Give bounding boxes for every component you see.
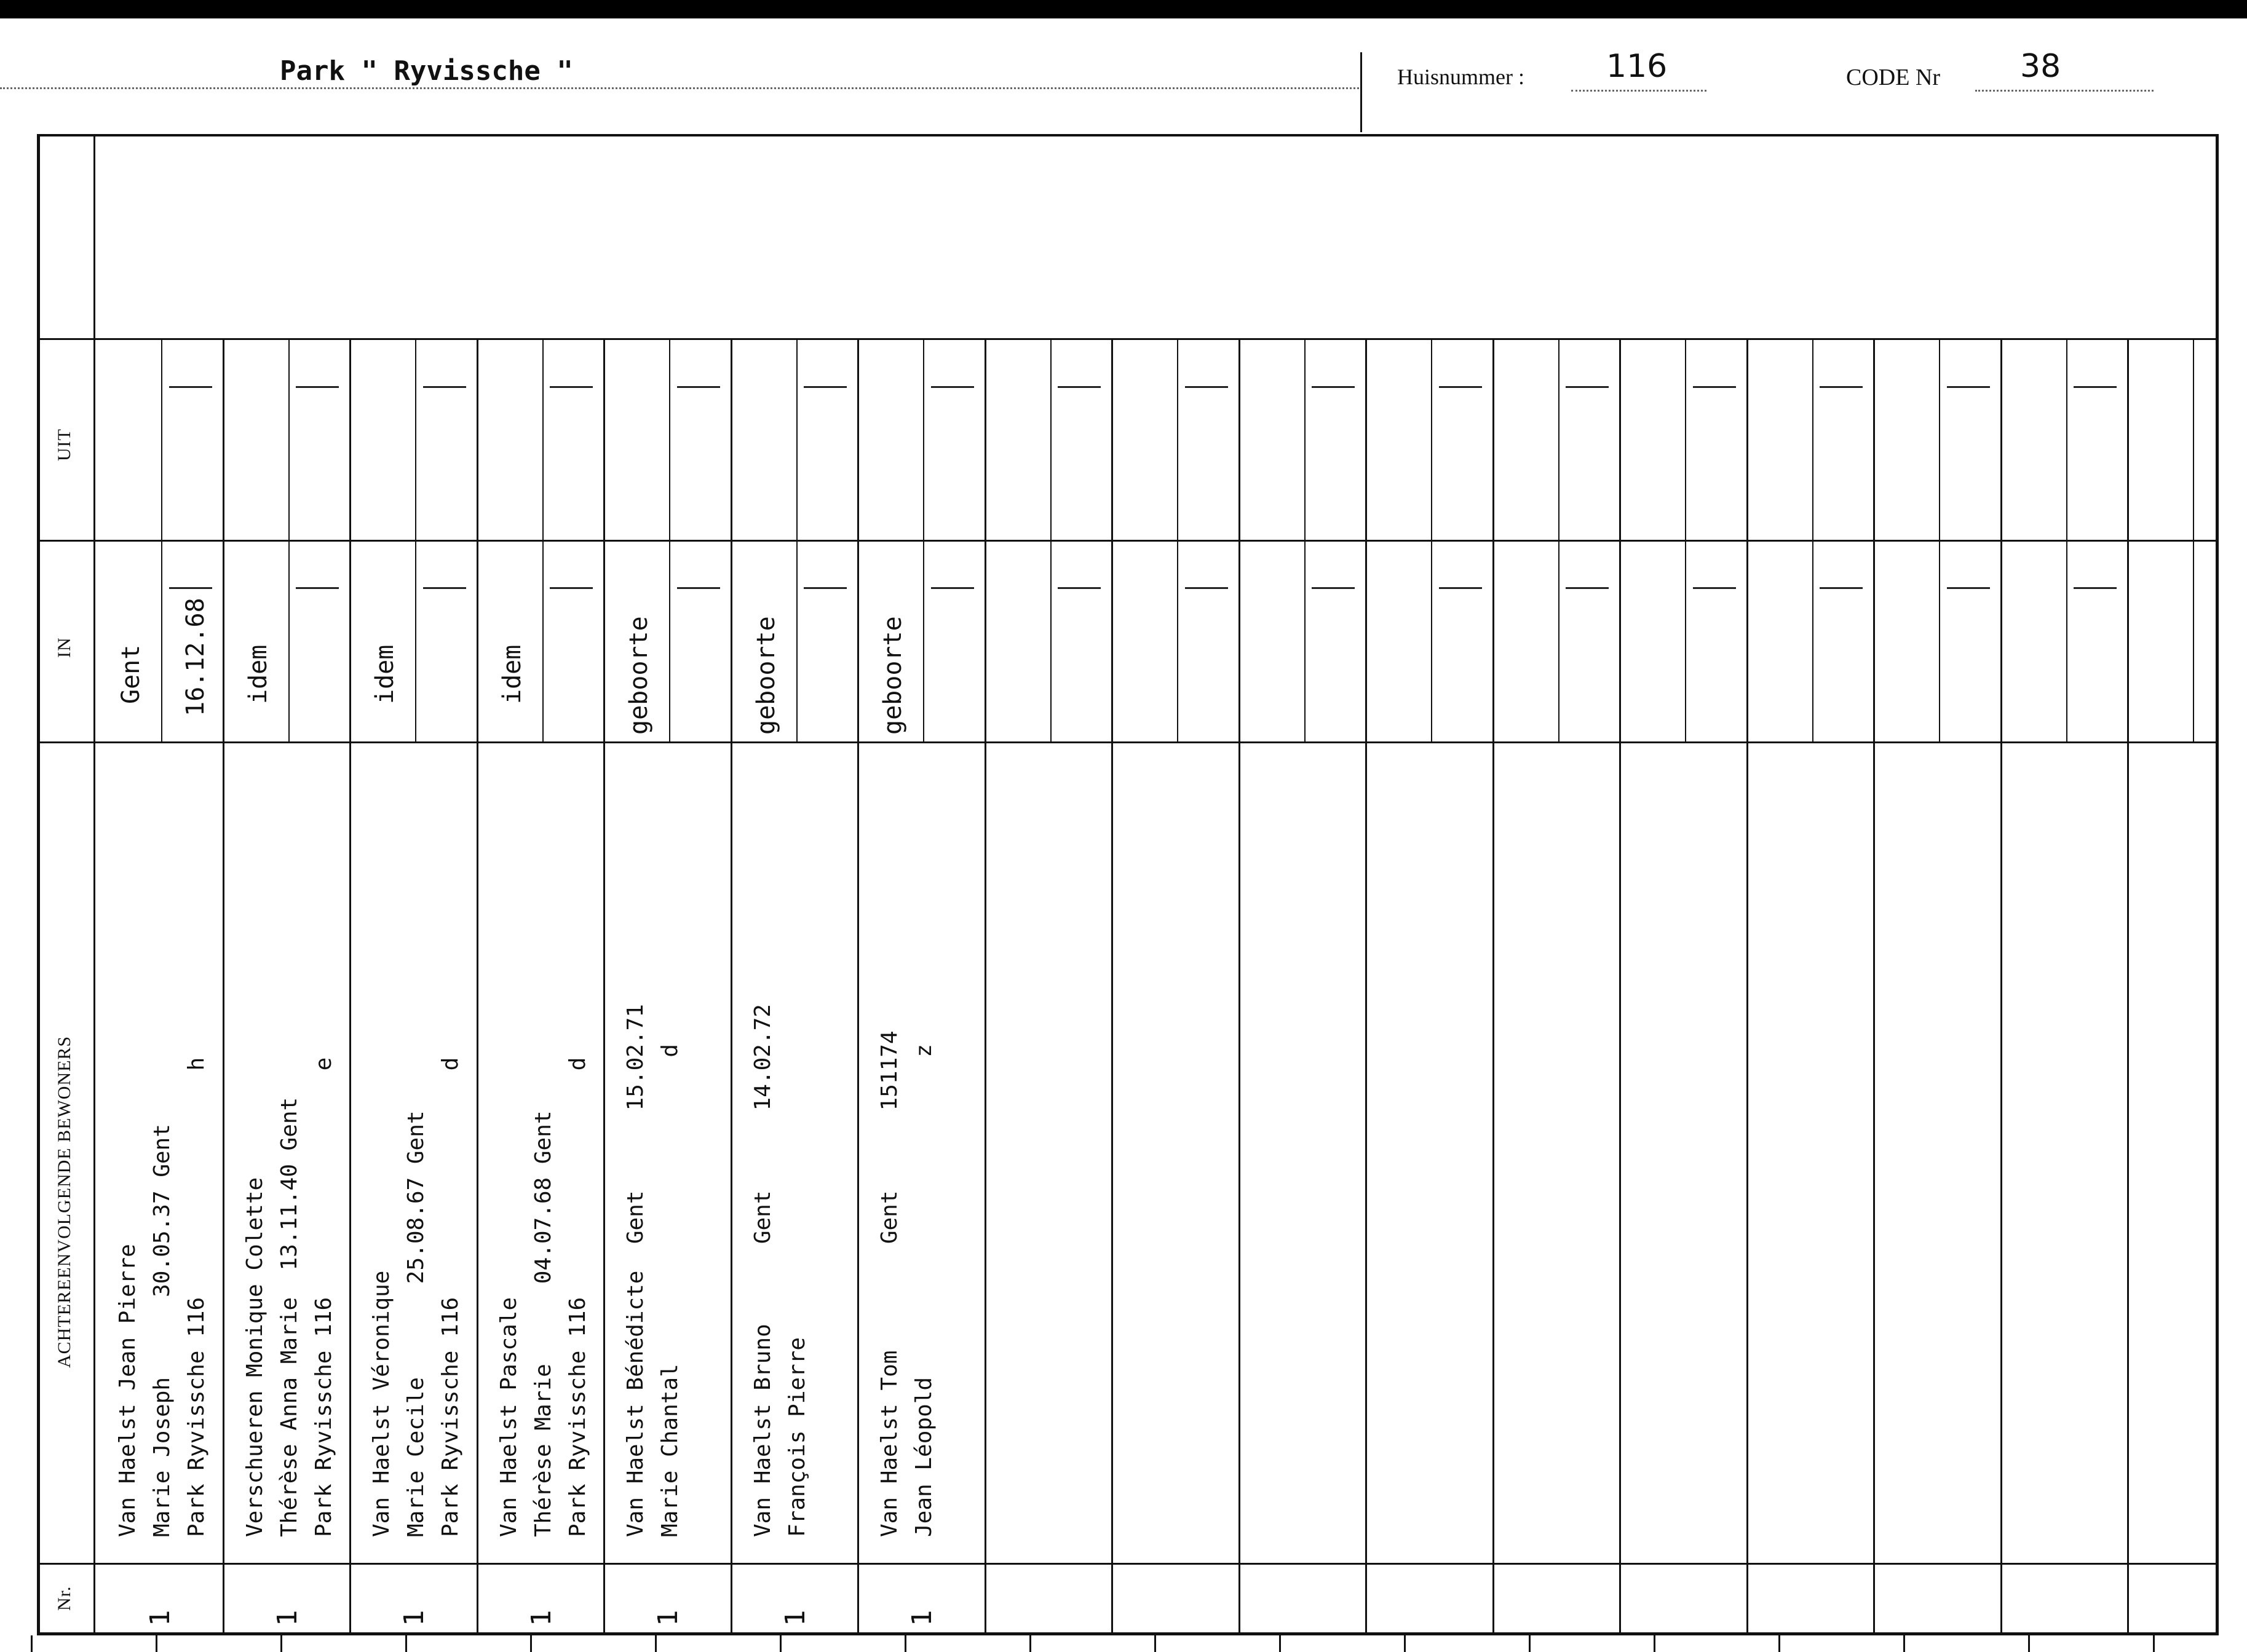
in-label: IN bbox=[54, 637, 74, 658]
uit-subdivider bbox=[1812, 338, 1813, 540]
in-subdivider bbox=[2193, 540, 2194, 741]
resident-line: Van Haelst Véronique bbox=[369, 1270, 394, 1537]
uit-subdivider bbox=[2066, 338, 2067, 540]
ruler-tick bbox=[1279, 1635, 1281, 1652]
resident-line: Van Haelst Bruno Gent 14.02.72 bbox=[750, 1004, 775, 1537]
ruler-tick bbox=[156, 1635, 157, 1652]
in-place: Gent bbox=[117, 644, 145, 704]
uit-subdivider bbox=[288, 338, 290, 540]
code-dotted-line bbox=[1975, 90, 2154, 92]
record-number: 1 bbox=[526, 1610, 557, 1626]
ruler-tick bbox=[1654, 1635, 1655, 1652]
house-number-label: Huisnummer : bbox=[1397, 65, 1524, 89]
resident-entry bbox=[873, 1030, 941, 1537]
column-divider bbox=[731, 338, 732, 1632]
in-dash bbox=[804, 587, 847, 589]
resident-line: François Pierre bbox=[785, 1337, 810, 1537]
column-divider bbox=[1492, 338, 1494, 1632]
record-number: 1 bbox=[906, 1610, 938, 1626]
in-dash bbox=[1820, 587, 1863, 589]
in-subdivider bbox=[161, 540, 162, 741]
uit-dash bbox=[931, 386, 974, 388]
uit-subdivider bbox=[1431, 338, 1432, 540]
header-divider bbox=[1360, 52, 1362, 132]
column-divider bbox=[985, 338, 986, 1632]
resident-line: Marie Chantal d bbox=[657, 1044, 683, 1537]
uit-dash bbox=[1820, 386, 1863, 388]
in-subdivider bbox=[1431, 540, 1432, 741]
uit-subdivider bbox=[542, 338, 544, 540]
uit-subdivider bbox=[1558, 338, 1559, 540]
in-place: idem bbox=[498, 644, 526, 704]
uit-dash bbox=[1693, 386, 1736, 388]
column-divider bbox=[857, 338, 859, 1632]
uit-subdivider bbox=[1177, 338, 1178, 540]
resident-line: Marie Cecile 25.08.67 Gent bbox=[403, 1110, 429, 1537]
resident-line: Verschueren Monique Colette bbox=[242, 1177, 268, 1537]
in-subdivider bbox=[1812, 540, 1813, 741]
uit-dash bbox=[804, 386, 847, 388]
resident-line: Park Ryvissche 116 e bbox=[311, 1057, 336, 1537]
in-subdivider bbox=[415, 540, 416, 741]
record-number: 1 bbox=[398, 1610, 430, 1626]
uit-dash bbox=[169, 386, 212, 388]
record-number: 1 bbox=[652, 1610, 684, 1626]
resident-line: Van Haelst Jean Pierre bbox=[115, 1244, 140, 1537]
nr-label: Nr. bbox=[54, 1586, 74, 1611]
in-date: 16.12.68 bbox=[181, 598, 210, 716]
in-place: idem bbox=[371, 644, 399, 704]
uit-dash bbox=[550, 386, 593, 388]
resident-entry bbox=[238, 1057, 341, 1537]
uit-subdivider bbox=[923, 338, 924, 540]
in-subdivider bbox=[1939, 540, 1940, 741]
label-column-divider bbox=[93, 134, 95, 1634]
in-subdivider bbox=[2066, 540, 2067, 741]
resident-entry bbox=[365, 1057, 468, 1537]
in-dash bbox=[1312, 587, 1355, 589]
in-dash bbox=[1693, 587, 1736, 589]
table-top-border bbox=[37, 134, 2219, 136]
uit-subdivider bbox=[415, 338, 416, 540]
house-number-value: 116 bbox=[1606, 48, 1668, 85]
resident-line: Marie Joseph 30.05.37 Gent bbox=[149, 1124, 175, 1537]
uit-dash bbox=[1312, 386, 1355, 388]
ruler-tick bbox=[780, 1635, 782, 1652]
code-label: CODE Nr bbox=[1846, 65, 1941, 90]
uit-dash bbox=[1439, 386, 1482, 388]
in-subdivider bbox=[1558, 540, 1559, 741]
record-number: 1 bbox=[272, 1610, 303, 1626]
in-dash bbox=[1185, 587, 1228, 589]
uit-dash bbox=[1947, 386, 1990, 388]
in-subdivider bbox=[1304, 540, 1306, 741]
in-place: geboorte bbox=[625, 616, 653, 735]
uit-dash bbox=[1566, 386, 1609, 388]
scan-top-edge bbox=[0, 0, 2247, 18]
resident-line: Van Haelst Tom Gent 151174 bbox=[877, 1030, 902, 1537]
record-number: 1 bbox=[145, 1610, 176, 1626]
column-divider bbox=[1111, 338, 1113, 1632]
ruler-tick bbox=[1529, 1635, 1531, 1652]
in-subdivider bbox=[542, 540, 544, 741]
street-dotted-line bbox=[0, 87, 1359, 89]
ruler-tick bbox=[31, 1635, 33, 1652]
table-left-border bbox=[37, 134, 40, 1634]
uit-subdivider bbox=[669, 338, 670, 540]
code-value: 38 bbox=[2020, 48, 2061, 85]
uit-dash bbox=[677, 386, 720, 388]
in-subdivider bbox=[923, 540, 924, 741]
resident-line: Jean Léopold z bbox=[911, 1044, 937, 1537]
uit-subdivider bbox=[1050, 338, 1052, 540]
uit-dash bbox=[423, 386, 466, 388]
uit-subdivider bbox=[2193, 338, 2194, 540]
column-divider bbox=[1619, 338, 1621, 1632]
in-dash bbox=[1058, 587, 1101, 589]
nr-top-line bbox=[37, 1563, 2219, 1565]
column-divider bbox=[2127, 338, 2129, 1632]
uit-label: UIT bbox=[54, 429, 74, 461]
uit-subdivider bbox=[1939, 338, 1940, 540]
in-place: geboorte bbox=[752, 616, 780, 735]
ruler-tick bbox=[280, 1635, 282, 1652]
ruler-tick bbox=[655, 1635, 657, 1652]
resident-line: Park Ryvissche 116 h bbox=[184, 1057, 209, 1537]
in-dash bbox=[2074, 587, 2117, 589]
resident-line: Park Ryvissche 116 d bbox=[565, 1057, 590, 1537]
residents-label: ACHTEREENVOLGENDE BEWONERS bbox=[54, 1035, 74, 1368]
ruler-tick bbox=[1154, 1635, 1156, 1652]
uit-dash bbox=[1058, 386, 1101, 388]
in-subdivider bbox=[669, 540, 670, 741]
ruler-tick bbox=[1029, 1635, 1031, 1652]
ruler-tick bbox=[405, 1635, 407, 1652]
column-divider bbox=[2000, 338, 2002, 1632]
ruler-tick bbox=[905, 1635, 906, 1652]
in-dash bbox=[296, 587, 339, 589]
in-dash bbox=[1566, 587, 1609, 589]
uit-dash bbox=[1185, 386, 1228, 388]
ruler-tick bbox=[1404, 1635, 1406, 1652]
column-divider bbox=[1238, 338, 1240, 1632]
in-dash bbox=[677, 587, 720, 589]
column-divider bbox=[477, 338, 478, 1632]
in-dash bbox=[1439, 587, 1482, 589]
uit-subdivider bbox=[161, 338, 162, 540]
uit-dash bbox=[2074, 386, 2117, 388]
resident-line: Van Haelst Bénédicte Gent 15.02.71 bbox=[623, 1004, 648, 1537]
ruler-tick bbox=[2153, 1635, 2155, 1652]
column-divider bbox=[349, 338, 351, 1632]
column-divider bbox=[603, 338, 605, 1632]
ruler-tick bbox=[530, 1635, 532, 1652]
column-divider bbox=[223, 338, 224, 1632]
record-number: 1 bbox=[780, 1610, 811, 1626]
in-subdivider bbox=[796, 540, 798, 741]
column-divider bbox=[1746, 338, 1748, 1632]
in-dash bbox=[931, 587, 974, 589]
in-place: idem bbox=[244, 644, 272, 704]
in-dash bbox=[550, 587, 593, 589]
ruler-tick bbox=[1778, 1635, 1780, 1652]
ruler-tick bbox=[2028, 1635, 2030, 1652]
uit-dash bbox=[296, 386, 339, 388]
in-subdivider bbox=[288, 540, 290, 741]
column-divider bbox=[1365, 338, 1367, 1632]
resident-line: Thérèse Marie 04.07.68 Gent bbox=[531, 1110, 556, 1537]
resident-entry bbox=[746, 1004, 815, 1537]
uit-subdivider bbox=[796, 338, 798, 540]
in-place: geboorte bbox=[879, 616, 907, 735]
in-subdivider bbox=[1685, 540, 1686, 741]
uit-top-line bbox=[37, 338, 2219, 340]
ruler-tick bbox=[1903, 1635, 1905, 1652]
column-divider bbox=[1873, 338, 1875, 1632]
residents-top-line bbox=[37, 741, 2219, 743]
in-subdivider bbox=[1050, 540, 1052, 741]
table-bottom-border bbox=[37, 1632, 2219, 1635]
resident-entry bbox=[619, 1004, 688, 1537]
in-top-line bbox=[37, 540, 2219, 542]
uit-subdivider bbox=[1304, 338, 1306, 540]
in-subdivider bbox=[1177, 540, 1178, 741]
in-dash bbox=[1947, 587, 1990, 589]
street-name: Park " Ryvissche " bbox=[280, 55, 573, 87]
in-dash bbox=[169, 587, 212, 589]
resident-entry bbox=[111, 1057, 214, 1537]
house-number-dotted-line bbox=[1571, 90, 1706, 92]
table-right-border bbox=[2216, 134, 2219, 1634]
uit-subdivider bbox=[1685, 338, 1686, 540]
resident-entry bbox=[492, 1057, 595, 1537]
resident-line: Thérèse Anna Marie 13.11.40 Gent bbox=[277, 1097, 302, 1537]
resident-line: Park Ryvissche 116 d bbox=[438, 1057, 463, 1537]
resident-line: Van Haelst Pascale bbox=[496, 1297, 521, 1537]
in-dash bbox=[423, 587, 466, 589]
